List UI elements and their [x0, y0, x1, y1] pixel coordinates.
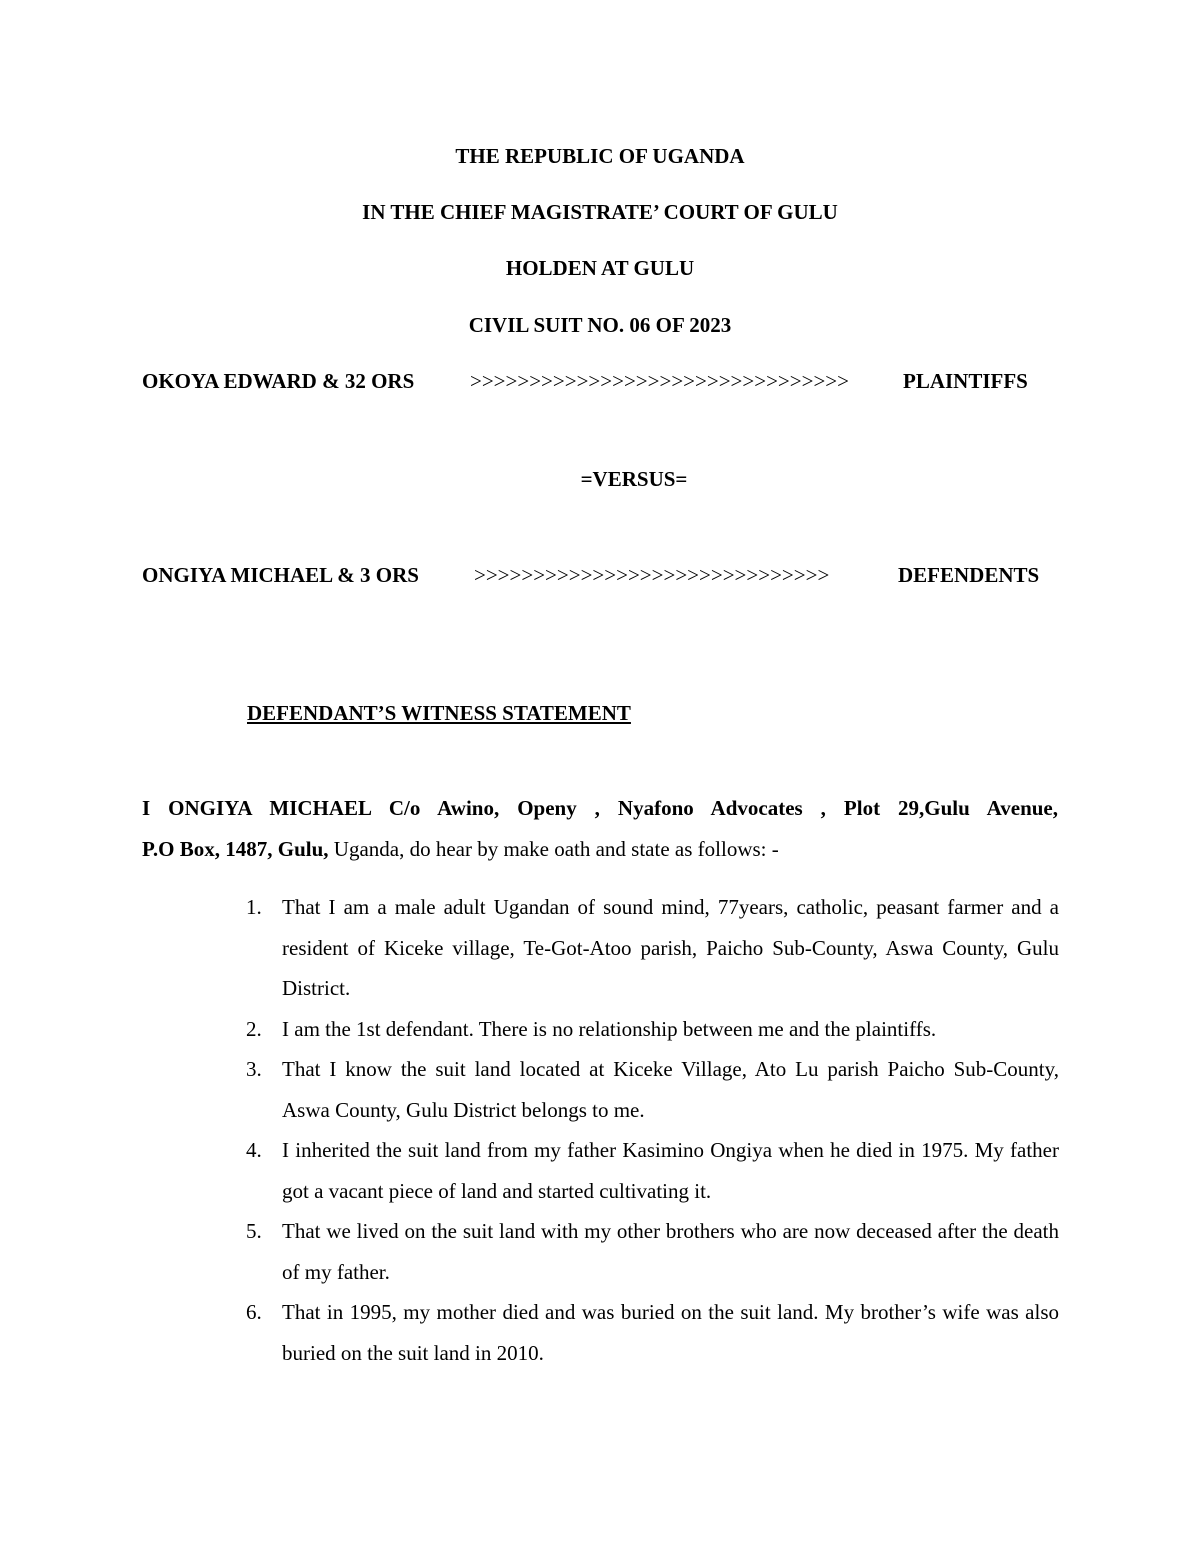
paragraph-number: 6. — [246, 1300, 262, 1324]
paragraph-number: 2. — [246, 1016, 262, 1041]
paragraph-number: 5. — [246, 1219, 262, 1243]
plaintiffs-label: PLAINTIFFS — [903, 369, 1028, 393]
intro-deponent-address: I ONGIYA MICHAEL C/o Awino, Openy , Nyafono Advocates , Plot 29,Gulu Avenue, — [142, 796, 1058, 820]
intro-oath-text: Uganda, do hear by make oath and state as follows: - — [328, 837, 779, 861]
versus-divider: =VERSUS= — [580, 467, 688, 491]
paragraph-text: I am the 1st defendant. There is no relationship between me and the plaintiffs. — [282, 1016, 937, 1041]
court-heading: IN THE CHIEF MAGISTRATE’ COURT OF GULU — [362, 200, 838, 224]
defendants-label: DEFENDENTS — [898, 563, 1040, 587]
list-item — [242, 1009, 1059, 1050]
paragraph-number: 1. — [246, 895, 262, 919]
paragraph-text: That I am a male adult Ugandan of sound mind, 77years, catholic, peasant farmer and a resident of Kiceke village, Te-Got-Atoo parish, Paicho Sub-County, Aswa County, Gulu District. — [282, 895, 1059, 1000]
plaintiffs-name: OKOYA EDWARD & 32 ORS — [142, 369, 415, 393]
holden-heading: HOLDEN AT GULU — [505, 256, 695, 280]
paragraph-text: That I know the suit land located at Kiceke Village, Ato Lu parish Paicho Sub-County, Aswa County, Gulu District belongs to me. — [282, 1057, 1059, 1122]
list-item — [242, 1211, 1059, 1292]
list-item — [242, 1130, 1059, 1211]
paragraph-number: 3. — [246, 1057, 262, 1081]
statement-title: DEFENDANT’S WITNESS STATEMENT — [247, 701, 631, 725]
paragraph-text: That we lived on the suit land with my other brothers who are now deceased after the death of my father. — [282, 1219, 1059, 1284]
intro-po-box: P.O Box, 1487, Gulu, — [142, 837, 329, 861]
defendants-name: ONGIYA MICHAEL & 3 ORS — [142, 563, 419, 587]
defendants-arrows: >>>>>>>>>>>>>>>>>>>>>>>>>>>>>> — [474, 563, 830, 587]
intro-paragraph — [142, 788, 1058, 870]
paragraph-text: That in 1995, my mother died and was buried on the suit land. My brother’s wife was also buried on the suit land in 2010. — [282, 1300, 1059, 1365]
list-item — [242, 1292, 1059, 1373]
republic-heading: THE REPUBLIC OF UGANDA — [455, 144, 745, 168]
plaintiffs-arrows: >>>>>>>>>>>>>>>>>>>>>>>>>>>>>>>> — [470, 369, 849, 393]
paragraph-text: I inherited the suit land from my father Kasimino Ongiya when he died in 1975. My father got a vacant piece of land and started cultivating it. — [282, 1138, 1059, 1203]
suit-number: CIVIL SUIT NO. 06 OF 2023 — [468, 313, 732, 337]
list-item — [242, 887, 1059, 1009]
paragraph-number: 4. — [246, 1138, 262, 1162]
list-item — [242, 1049, 1059, 1130]
numbered-paragraphs — [242, 887, 1059, 1373]
